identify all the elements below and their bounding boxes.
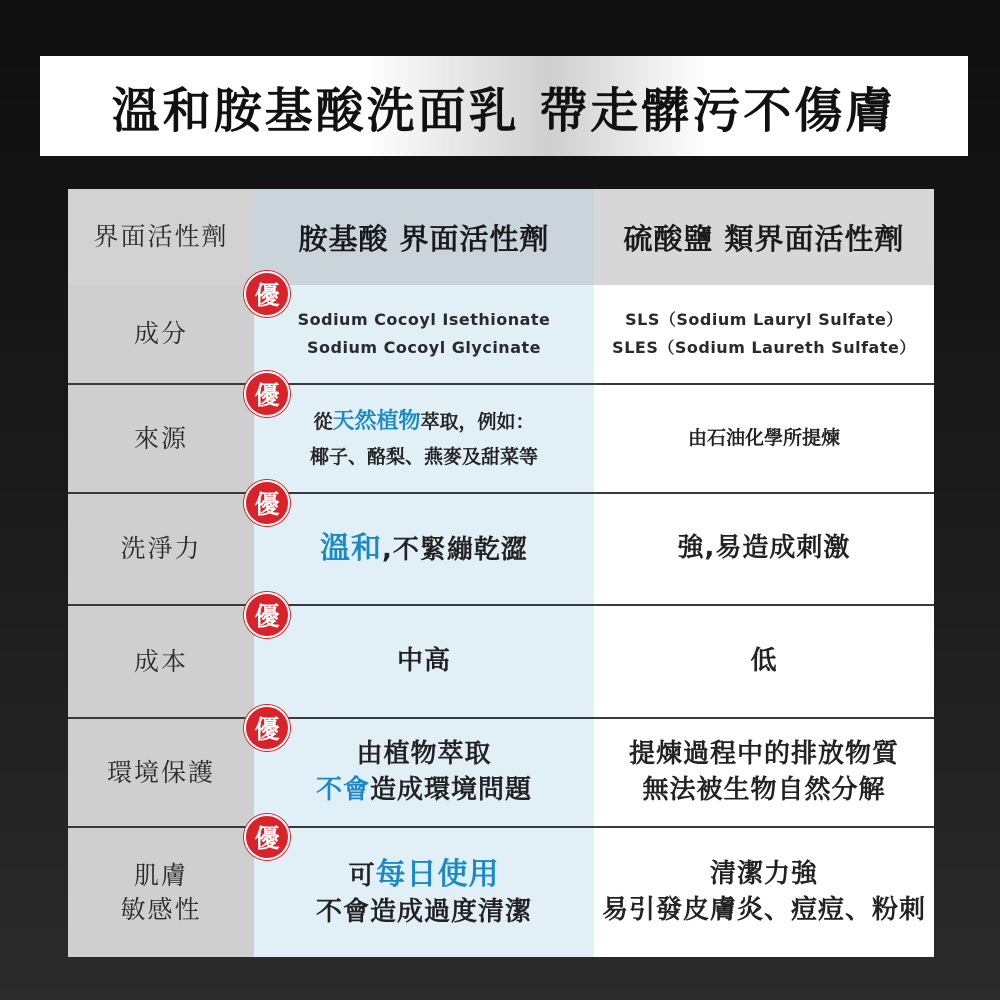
amino-environment-suffix: 造成環境問題: [370, 774, 533, 805]
sulfate-ingredients-cell: [594, 285, 934, 383]
amino-sensitivity-cell: [254, 824, 594, 957]
sulfate-ingredient-2: SLES（Sodium Laureth Sulfate）: [612, 338, 916, 357]
amino-sensitivity-prefix: 可: [348, 860, 376, 891]
amino-environment-highlight: 不會: [315, 774, 370, 805]
amino-environment-cell: [254, 715, 594, 826]
amino-sensitivity-line2: 不會造成過度清潔: [315, 897, 532, 928]
amino-cleansing-suffix: ,不緊繃乾澀: [382, 535, 528, 566]
amino-cost-cell: [254, 602, 594, 717]
table-row-environment: [68, 715, 934, 826]
amino-sensitivity-highlight: 每日使用: [375, 856, 500, 892]
sulfate-environment-line2: 無法被生物自然分解: [642, 774, 886, 805]
row-label-environment: 環境保護: [68, 719, 254, 826]
sulfate-source-cell: [594, 385, 934, 492]
title-banner: [40, 56, 968, 156]
table-row-ingredients: [68, 281, 934, 383]
amino-environment-line1: 由植物萃取: [356, 738, 492, 769]
sulfate-cost-text: 低: [750, 645, 778, 676]
sulfate-sensitivity-line1: 清潔力強: [709, 858, 818, 889]
sulfate-environment-line1: 提煉過程中的排放物質: [628, 738, 899, 769]
amino-source-cell: [254, 381, 594, 492]
header-surfactant-label: 界面活性劑: [68, 189, 254, 285]
amino-source-highlight: 天然植物: [332, 408, 421, 434]
sulfate-ingredient-1: SLS（Sodium Lauryl Sulfate）: [625, 310, 903, 329]
page-title: 溫和胺基酸洗面乳 帶走髒污不傷膚: [111, 82, 897, 139]
amino-cleansing-cell: [254, 490, 594, 604]
advantage-badge-icon: 優: [244, 371, 290, 417]
row-label-source: 來源: [68, 385, 254, 492]
advantage-badge-icon: 優: [244, 705, 290, 751]
sulfate-cleansing-cell: [594, 494, 934, 604]
amino-cleansing-text: [320, 528, 528, 569]
advantage-badge-icon: 優: [244, 814, 290, 860]
row-label-cost: 成本: [68, 606, 254, 717]
comparison-table: [68, 189, 934, 957]
amino-source-prefix: 從: [313, 410, 333, 433]
amino-environment-line2: [316, 773, 532, 809]
sulfate-sensitivity-line2: 易引發皮膚炎、痘痘、粉刺: [601, 894, 926, 925]
header-sulfate-column: [594, 189, 934, 285]
table-row-cleansing: [68, 490, 934, 604]
amino-cleansing-highlight: 溫和: [320, 531, 383, 567]
row-label-sensitivity-line2: 敏感性: [120, 894, 202, 924]
amino-sensitivity-line1: [348, 854, 499, 895]
amino-ingredient-1: Sodium Cocoyl Isethionate: [297, 310, 551, 329]
table-row-cost: [68, 602, 934, 717]
row-label-sensitivity: [68, 828, 254, 957]
table-row-sensitivity: [68, 824, 934, 957]
sulfate-cleansing-text: 強,易造成刺激: [677, 533, 851, 564]
sulfate-sensitivity-cell: [594, 828, 934, 957]
sulfate-cost-cell: [594, 606, 934, 717]
header-amino-acid-column: [254, 189, 594, 285]
advantage-badge-icon: 優: [244, 271, 290, 317]
amino-source-line2: 椰子、酪梨、燕麥及甜菜等: [309, 446, 538, 469]
row-label-ingredients: 成分: [68, 285, 254, 383]
amino-ingredient-2: Sodium Cocoyl Glycinate: [307, 338, 541, 357]
row-label-cleansing: 洗淨力: [68, 494, 254, 604]
amino-cost-text: 中高: [396, 645, 451, 676]
amino-source-line1: [313, 403, 534, 442]
amino-ingredients-cell: [254, 281, 594, 383]
row-label-sensitivity-line1: 肌膚: [133, 860, 188, 890]
amino-source-suffix: 萃取，例如：: [420, 410, 535, 433]
advantage-badge-icon: 優: [244, 480, 290, 526]
table-header-row: [68, 189, 934, 285]
table-row-source: [68, 381, 934, 492]
sulfate-source-text: 由石油化學所提煉: [687, 426, 840, 449]
header-amino-acid-title: 胺基酸 界面活性劑: [298, 221, 550, 256]
header-sulfate-title: 硫酸鹽 類界面活性劑: [623, 221, 905, 256]
advantage-badge-icon: 優: [244, 592, 290, 638]
sulfate-environment-cell: [594, 719, 934, 826]
